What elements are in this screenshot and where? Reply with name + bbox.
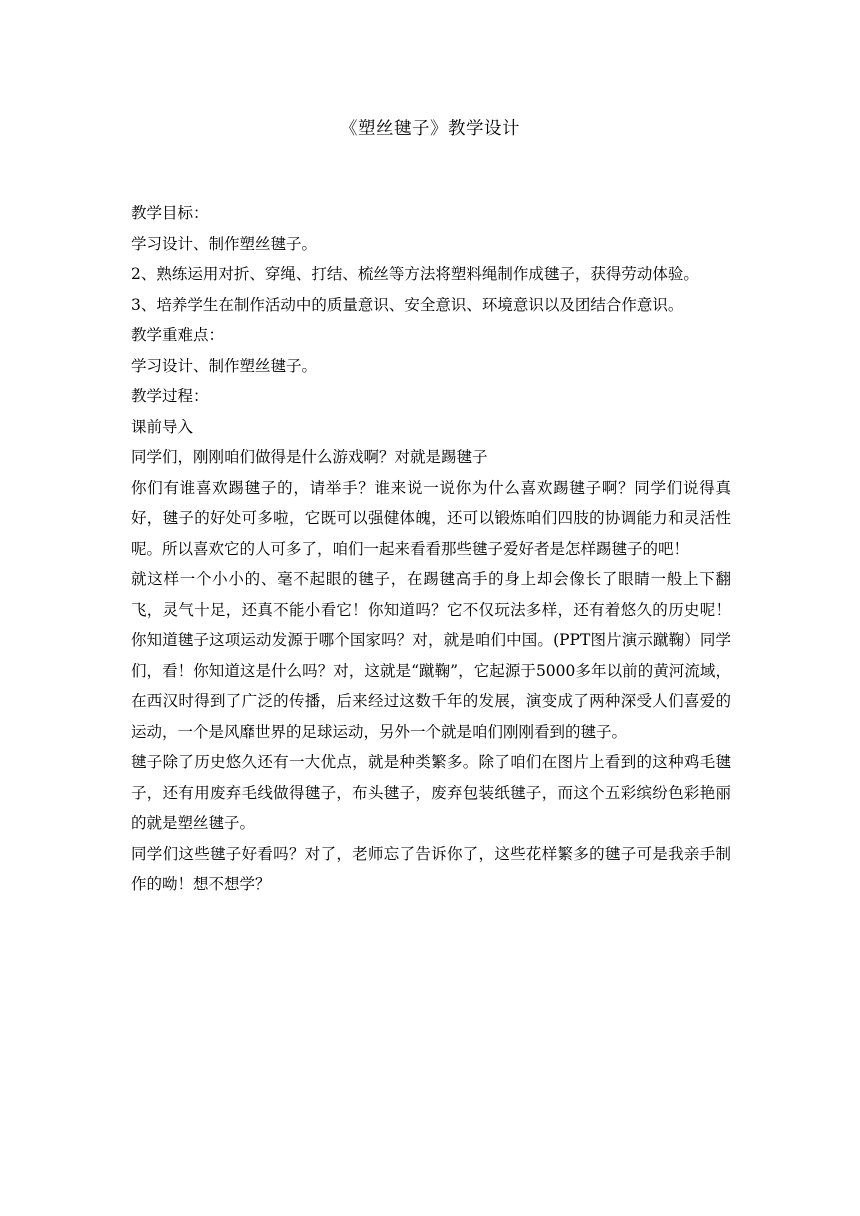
paragraph-intro-1: 同学们，刚刚咱们做得是什么游戏啊？对就是踢毽子: [131, 448, 488, 466]
document-title: 《塑丝毽子》教学设计: [340, 119, 520, 139]
paragraph-key-points-heading: 教学重难点：: [131, 326, 225, 344]
paragraph-objective-2: 2、熟练运用对折、穿绳、打结、梳丝等方法将塑料绳制作成毽子，获得劳动体验。: [131, 265, 699, 283]
paragraph-intro-2: 你们有谁喜欢踢毽子的，请举手？谁来说一说你为什么喜欢踢毽子啊？同学们说得真好，毽子的好处可多啦，它既可以强健体魄，还可以锻炼咱们四肢的协调能力和灵活性呢。所以喜欢它的人可多了，咱们一起来看看那些毽子爱好者是怎样踢毽子的吧！: [131, 478, 731, 558]
paragraph-key-points: 学习设计、制作塑丝毽子。: [131, 356, 318, 375]
document-body: [131, 198, 731, 900]
paragraph-history: 就这样一个小小的、毫不起眼的毽子，在踢毽高手的身上却会像长了眼睛一般上下翻飞，灵气十足，还真不能小看它！你知道吗？它不仅玩法多样，还有着悠久的历史呢！你知道毽子这项运动发源于哪个国家吗？对，就是咱们中国。(PPT图片演示蹴鞠）同学们，看！你知道这是什么吗？对，这就是“蹴鞠”，它起源于5000多年以前的黄河流域，在西汉时得到了广泛的传播，后来经过这数千年的发展，演变成了两种深受人们喜爱的运动，一个是风靡世界的足球运动，另外一个就是咱们刚刚看到的毽子。: [131, 570, 731, 741]
paragraph-objective-3: 3、培养学生在制作活动中的质量意识、安全意识、环境意识以及团结合作意识。: [131, 295, 684, 314]
paragraph-types: 毽子除了历史悠久还有一大优点，就是种类繁多。除了咱们在图片上看到的这种鸡毛毽子，还有用废弃毛线做得毽子，布头毽子，废弃包装纸毽子，而这个五彩缤纷色彩艳丽的就是塑丝毽子。: [131, 753, 731, 832]
paragraph-intro-heading: 课前导入: [131, 417, 194, 436]
paragraph-closing: 同学们这些毽子好看吗？对了，老师忘了告诉你了，这些花样繁多的毽子可是我亲手制作的呦！想不想学？: [131, 844, 731, 893]
paragraph-objectives-heading: 教学目标：: [131, 204, 209, 222]
paragraph-process-heading: 教学过程：: [131, 387, 209, 405]
paragraph-objective-1: 学习设计、制作塑丝毽子。: [131, 234, 318, 253]
